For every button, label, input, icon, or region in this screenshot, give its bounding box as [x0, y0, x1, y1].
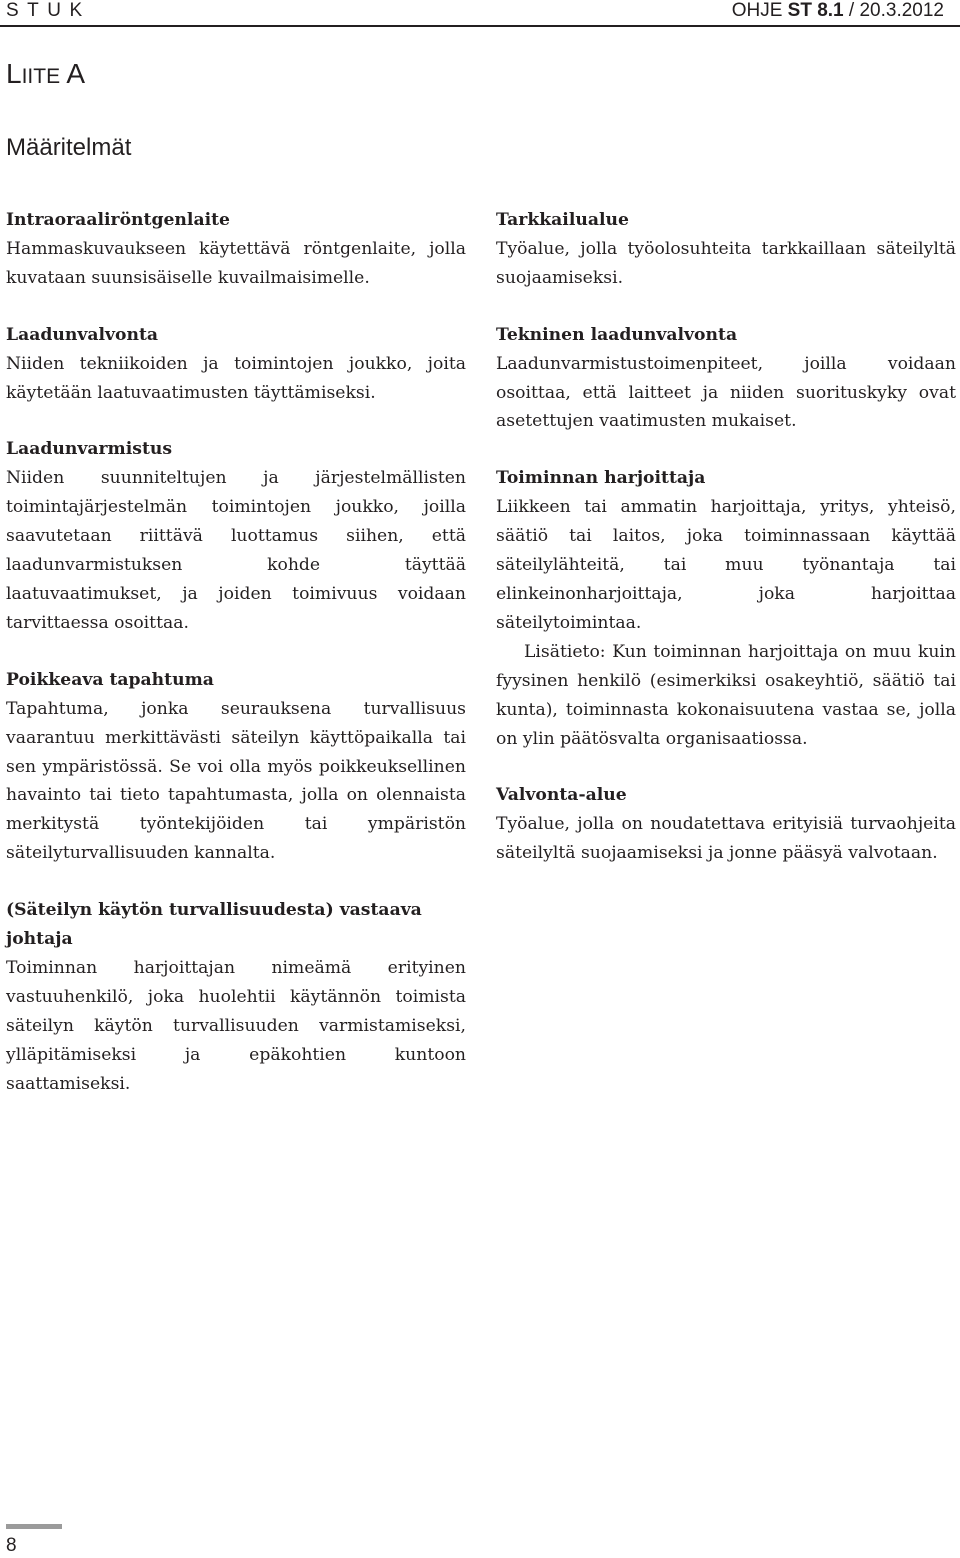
- definition-text: Niiden suunniteltujen ja järjestelmällisten toimintajärjestelmän toimintojen joukko, joilla saavutetaan riittävä luottamus siihen, että laadunvarmistuksen kohde täyttää laatuvaatimukset, ja joiden toimivuus voidaan tarvittaessa osoittaa.: [6, 468, 466, 633]
- section-title: Määritelmät: [6, 134, 132, 161]
- header-rule: [0, 25, 960, 27]
- definition-term: Poikkeava tapahtuma: [6, 669, 214, 690]
- definition-term: Tekninen laadunvalvonta: [496, 324, 738, 345]
- definition-text: Hammaskuvaukseen käytettävä röntgenlaite, jolla kuvataan suunsisäiselle kuvailmaisimelle.: [6, 238, 466, 288]
- definition-entry: [496, 781, 956, 868]
- appendix-letter: A: [60, 58, 86, 89]
- definition-entry: [6, 666, 466, 868]
- definition-entry: [496, 206, 956, 293]
- definition-text: Työalue, jolla on noudatettava erityisiä turvaohjeita säteilyltä suojaamiseksi ja jonne pääsyä valvotaan.: [496, 814, 956, 864]
- page-header: [0, 0, 960, 30]
- definition-entry: [6, 206, 466, 293]
- definition-entry: [6, 896, 466, 1098]
- definition-term: Laadunvalvonta: [6, 324, 159, 345]
- left-column: [6, 206, 466, 1126]
- page-number: 8: [6, 1535, 17, 1556]
- definition-text: Liikkeen tai ammatin harjoittaja, yritys, yhteisö, säätiö tai laitos, joka toiminnassaan käyttää säteilylähteitä, tai muu työnantaja tai elinkeinonharjoittaja, joka harjoittaa säteilytoimintaa.: [496, 497, 956, 633]
- definition-note: Lisätieto: Kun toiminnan harjoittaja on muu kuin fyysinen henkilö (esimerkiksi osakeyhtiö, säätiö tai kunta), toiminnasta kokonaisuutena vastaa se, jolla on ylin päätösvalta organisaatiossa.: [496, 641, 956, 749]
- definition-term: Valvonta-alue: [496, 785, 627, 806]
- definition-term: Laadunvarmistus: [6, 439, 173, 460]
- definition-text: Työalue, jolla työolosuhteita tarkkaillaan säteilyltä suojaamiseksi.: [496, 238, 956, 288]
- definition-term: Toiminnan harjoittaja: [496, 468, 706, 489]
- footer-bar: [6, 1524, 62, 1529]
- appendix-first-letter: L: [6, 58, 22, 89]
- definition-text: Laadunvarmistustoimenpiteet, joilla voidaan osoittaa, että laitteet ja niiden suorituskyky ovat asetettujen vaatimusten mukaiset.: [496, 353, 956, 432]
- definition-text: Niiden tekniikoiden ja toimintojen joukko, joita käytetään laatuvaatimusten täyttämiseksi.: [6, 353, 466, 403]
- definition-term: (Säteilyn käytön turvallisuudesta) vastaava johtaja: [6, 900, 422, 950]
- definition-term: Intraoraaliröntgenlaite: [6, 210, 230, 230]
- definition-entry: [6, 435, 466, 637]
- right-column: [496, 206, 956, 896]
- definition-entry: [496, 321, 956, 437]
- definition-text: Toiminnan harjoittajan nimeämä erityinen vastuuhenkilö, joka huolehtii käytännön toimista säteilyn käytön turvallisuuden varmistamiseksi, ylläpitämiseksi ja epäkohtien kuntoon saattamiseksi.: [6, 957, 466, 1094]
- organization-name: STUK: [6, 0, 91, 21]
- definition-entry: [496, 464, 956, 753]
- definition-text: Tapahtuma, jonka seurauksena turvallisuus vaarantuu merkittävästi säteilyn käyttöpaikalla tai sen ympäristössä. Se voi olla myös poikkeuksellinen havainto tai tieto tapahtumasta, jolla on olennaista merkitystä työntekijöiden tai ympäristön säteilyturvallisuuden kannalta.: [6, 698, 466, 864]
- guide-code: ST 8.1: [787, 0, 844, 21]
- appendix-heading: [6, 58, 85, 90]
- guide-date: / 20.3.2012: [843, 0, 944, 21]
- definition-entry: [6, 321, 466, 408]
- definition-term: Tarkkailualue: [496, 210, 629, 230]
- guide-prefix: OHJE: [731, 0, 788, 21]
- appendix-rest: IITE: [21, 65, 61, 88]
- guide-reference: [732, 0, 944, 22]
